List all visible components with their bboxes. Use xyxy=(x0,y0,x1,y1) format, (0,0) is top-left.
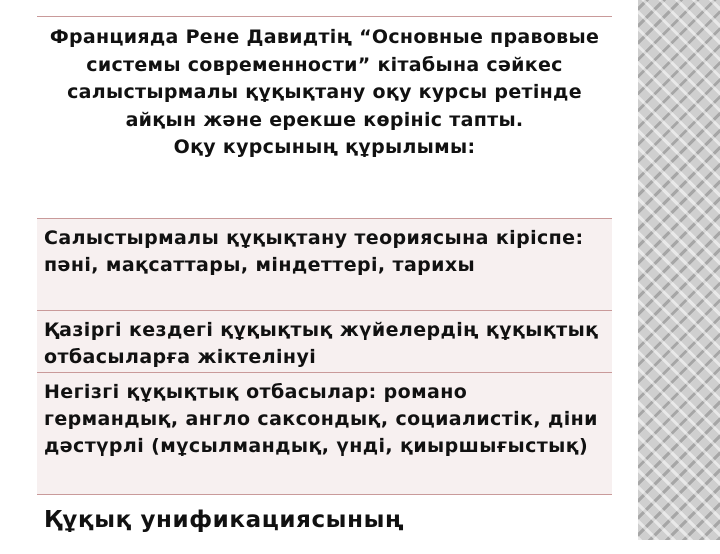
structure-label: Оқу курсының құрылымы: xyxy=(173,136,476,158)
table-row: Негізгі құқықтық отбасылар: романо германдық, англо саксондық, социалистік, діни дәстүрлі (мұсылмандық, үнді, қиыршығыстық) xyxy=(37,372,612,494)
intro-text: Францияда Рене Давидтің “Основные правовые системы современности” кітабына сәйкес салыстырмалы құқықтану оқу курсы ретінде айқын және ерекше көрініс тапты. xyxy=(49,26,600,131)
header-cell xyxy=(37,16,612,218)
content-table xyxy=(37,16,612,554)
table-row: Қазіргі кездегі құқықтық жүйелердің құқықтық отбасыларға жіктелінуі xyxy=(37,310,612,372)
decorative-pattern-strip xyxy=(638,0,720,540)
table-row: Салыстырмалы құқықтану теориясына кіріспе: пәні, мақсаттары, міндеттері, тарихы xyxy=(37,218,612,310)
table-row: Құқық унификациясының xyxy=(37,494,612,554)
